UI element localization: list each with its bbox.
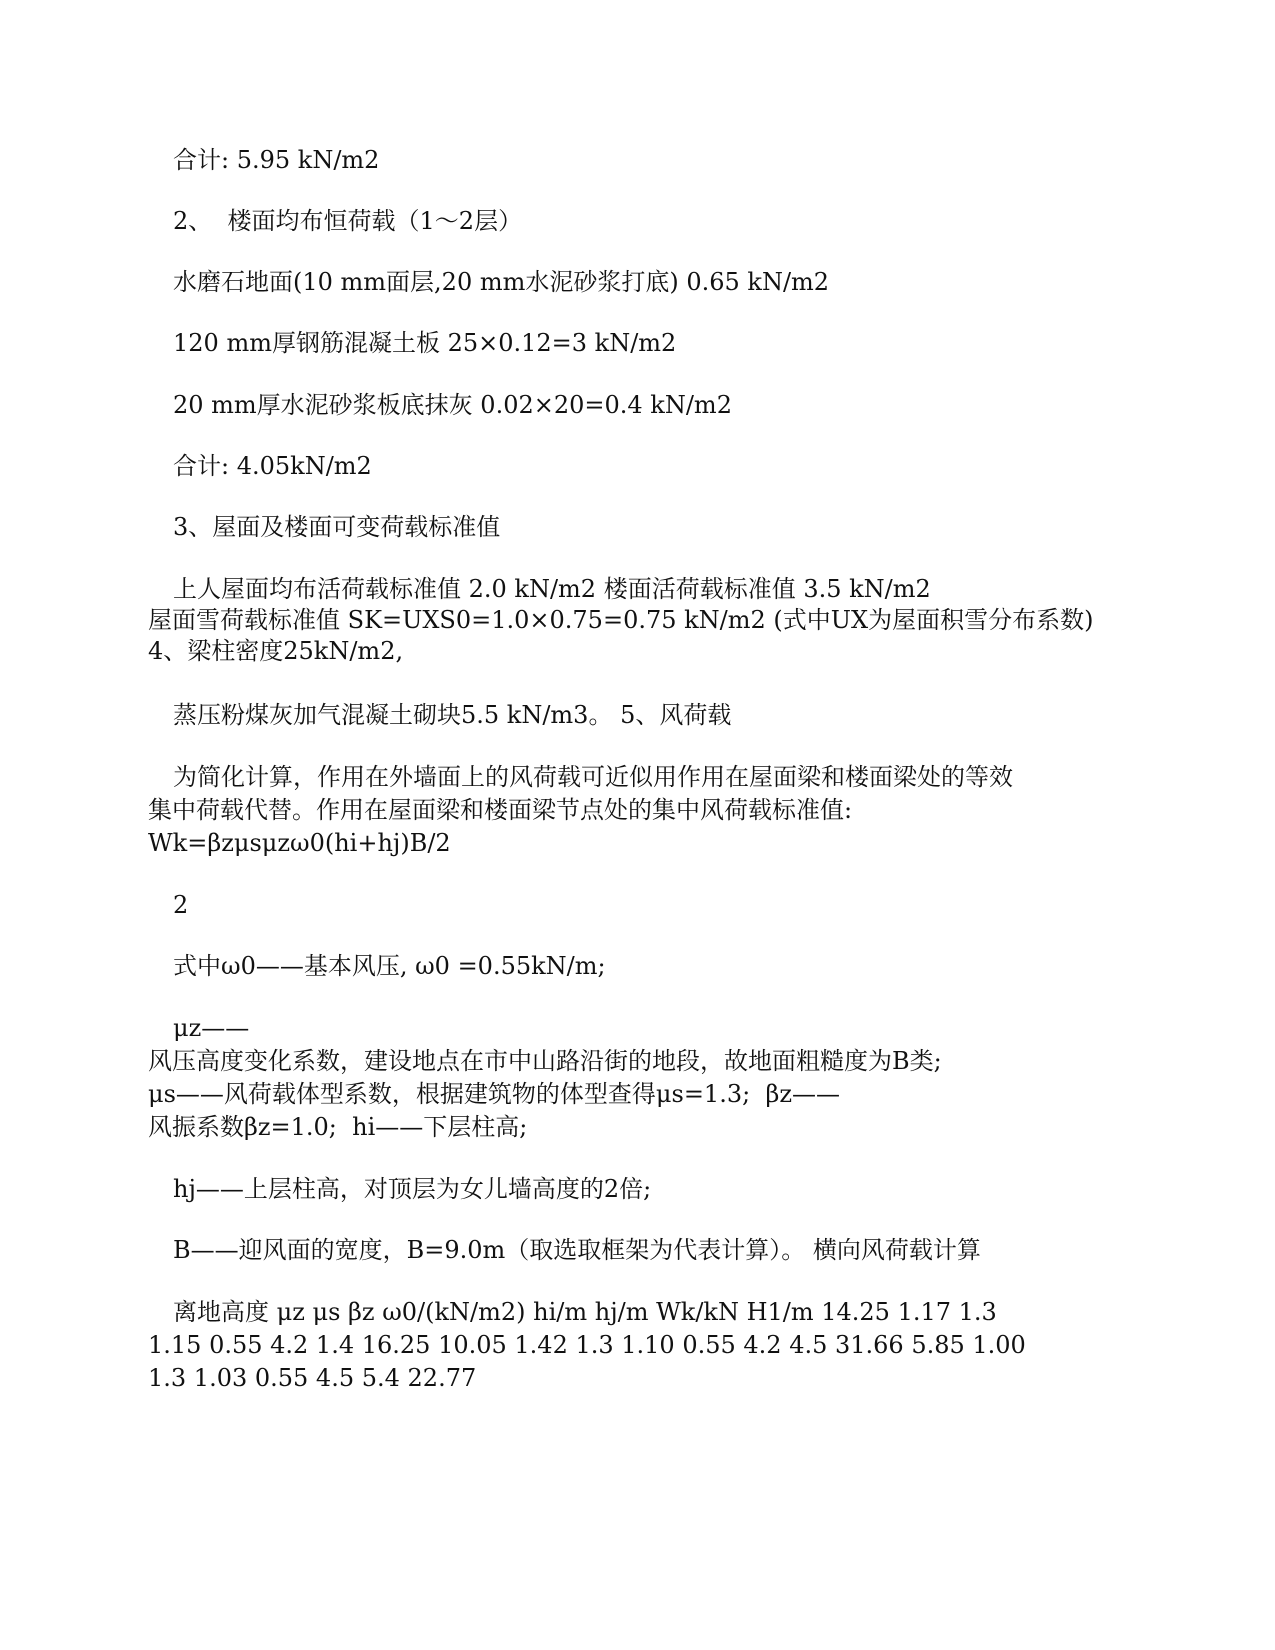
wind-load-formula: Wk=βzμsμzω0(hi+hj)B/2 [148, 829, 451, 857]
wind-table-line-3: 1.3 1.03 0.55 4.5 5.4 22.77 [148, 1364, 477, 1392]
wind-table-line-2: 1.15 0.55 4.2 1.4 16.25 10.05 1.42 1.3 1.10 0.55 4.2 4.5 31.66 5.85 1.00 [148, 1331, 1026, 1359]
concrete-slab-line: 120 mm厚钢筋混凝土板 25×0.12=3 kN/m2 [173, 329, 677, 357]
shape-coefficient-line: μs——风荷载体型系数，根据建筑物的体型查得μs=1.3; βz—— [148, 1080, 840, 1108]
windward-width-line: B——迎风面的宽度，B=9.0m（取选取框架为代表计算）。 横向风荷载计算 [173, 1236, 981, 1264]
plaster-line: 20 mm厚水泥砂浆板底抹灰 0.02×20=0.4 kN/m2 [173, 391, 732, 419]
wind-load-paragraph-line-1: 为简化计算，作用在外墙面上的风荷载可近似用作用在屋面梁和楼面梁处的等效 [173, 763, 1013, 791]
basic-wind-pressure-line: 式中ω0——基本风压, ω0 =0.55kN/m; [173, 952, 606, 980]
beam-column-density-line: 4、梁柱密度25kN/m2, [148, 637, 404, 665]
wind-load-paragraph-line-2: 集中荷载代替。作用在屋面梁和楼面梁节点处的集中风荷载标准值: [148, 796, 853, 824]
block-density-line: 蒸压粉煤灰加气混凝土砌块5.5 kN/m3。 5、风荷载 [173, 701, 732, 729]
live-load-line: 上人屋面均布活荷载标准值 2.0 kN/m2 楼面活荷载标准值 3.5 kN/m2 [173, 575, 931, 603]
snow-load-line: 屋面雪荷载标准值 SK=UXS0=1.0×0.75=0.75 kN/m2 (式中UX为屋面积雪分布系数) [148, 606, 1094, 634]
formula-denominator: 2 [173, 891, 189, 919]
section-heading-floor-dead-load: 2、 楼面均布恒荷载（1～2层） [173, 207, 523, 235]
height-coefficient-line: 风压高度变化系数，建设地点在市中山路沿街的地段，故地面粗糙度为B类; [148, 1047, 942, 1075]
floor-load-total: 合计: 4.05kN/m2 [173, 452, 372, 480]
wind-vibration-line: 风振系数βz=1.0; hi——下层柱高; [148, 1113, 528, 1141]
terrazzo-floor-line: 水磨石地面(10 mm面层,20 mm水泥砂浆打底) 0.65 kN/m2 [173, 268, 830, 296]
roof-load-total: 合计: 5.95 kN/m2 [173, 146, 380, 174]
upper-column-height-line: hj——上层柱高，对顶层为女儿墙高度的2倍; [173, 1175, 652, 1203]
wind-table-line-1: 离地高度 μz μs βz ω0/(kN/m2) hi/m hj/m Wk/kN H1/m 14.25 1.17 1.3 [173, 1298, 997, 1326]
section-heading-live-load: 3、屋面及楼面可变荷载标准值 [173, 513, 501, 541]
mu-z-definition: μz—— [173, 1014, 250, 1042]
